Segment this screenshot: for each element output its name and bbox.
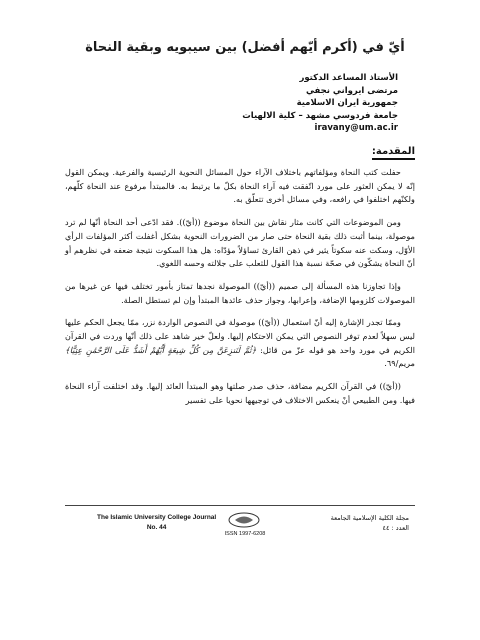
paragraph [65, 316, 415, 371]
article-title: أيّ في (أكرم أيّهم أفضل) بين سيبويه وبقية النحاة [85, 40, 405, 55]
journal-footer [65, 505, 415, 543]
quran-reference: مريم/٦٩. [384, 358, 415, 369]
author-affiliation: جامعة فردوسي مشهد – كلية الالهيات [242, 110, 398, 121]
journal-name-ar [331, 513, 409, 533]
author-name: مرتضى ايرواني نجفي [305, 85, 398, 96]
author-email[interactable]: iravany@um.ac.ir [314, 123, 398, 133]
journal-title-en: The Islamic University College Journal [97, 514, 217, 521]
quran-verse: ﴿ثُمَّ لَنَنزِعَنَّ مِن كُلِّ شِيعَةٍ أَيُّهُمْ أَشَدُّ عَلَى الرَّحْمَٰنِ عِتِيًّا﴾ [65, 344, 257, 355]
journal-title-ar: مجلة الكلية الإسلامية الجامعة [330, 514, 409, 522]
issn-number: ISSN 1997-6208 [224, 531, 266, 537]
paragraph: حفلت كتب النحاة ومؤلفاتهم باختلاف الآراء حول المسائل النحوية الرئيسية والفرعية. ويمكن القول إنّه لا يمكن العثور على مورد اتّفقت فيه آراء النحاة بكلّ ما يرتبط به. فالمبتدأ مرفوع عند النحاة كلّهم، ولكنّهم اختلفوا في رافعه، وفي مسائل أخرى تتعلّق به. [65, 167, 415, 205]
footer-divider [65, 505, 415, 506]
author-rank: الأستاذ المساعد الدكتور [299, 73, 398, 83]
author-country: جمهورية ايران الاسلامية [296, 98, 398, 108]
journal-logo-icon [227, 511, 261, 529]
journal-issue-en: No. 44 [146, 524, 167, 531]
paragraph: ((أيّ)) في القرآن الكريم مضافة، حذف صدر صلتها وهو المبتدأ العائد إليها. وقد اختلفت آراء النحاة فيها. ومن الطبيعي أنْ ينعكس الاختلاف في توجيهها نحويا على تفسير [65, 381, 415, 405]
body-text [65, 166, 415, 417]
journal-name-en [97, 513, 216, 533]
journal-issue-ar: العدد : ٤٤ [382, 524, 409, 532]
paragraph: ومن الموضوعات التي كانت مثار نقاش بين النحاة موضوع ((أيّ)). فقد ادّعى أحد النحاة أنّها لم ترد موصولة، بينما أثبت ذلك بقية النحاة حتى صار من الضرورات النحوية بشكل أغفلت أكثر المؤلفات الرأي الأوّل، وسكت عنه سكوتاً يثير في ذهن القارئ تساؤلاً مؤدّاه: هل هذا السكوت نتيجة ضعفه في نظرهم أو أنّ النحاة يشكّون في صحّة نسبة هذا القول للثعلب على جلالته وحسه اللغوي. [65, 217, 415, 269]
author-block [198, 72, 398, 135]
section-heading: المقدمة: [372, 146, 415, 160]
paragraph-text: وممّا تجدر الإشارة إليه أنّ استعمال ((أيّ)) موصولة في النصوص الواردة نزر، ممّا يجعل الحكم عليها ليس سهلاً لعدم توفر النصوص التي يمكن الاحتكام إليها. ولعلّ خير شاهد على ذلك أنّها وردت في القرآن الكريم في مورد واحد هو قوله عزّ من قائل: [65, 317, 415, 355]
paragraph: وإذا تجاوزنا هذه المسألة إلى صميم ((أيّ)) الموصولة نجدها تمتاز بأمور تختلف فيها عن غيرها من الموصولات كلزومها الإضافة، وإعرابها، وجواز حذف عائدها المبتدأ وإن لم تستطل الصلة. [65, 280, 415, 305]
